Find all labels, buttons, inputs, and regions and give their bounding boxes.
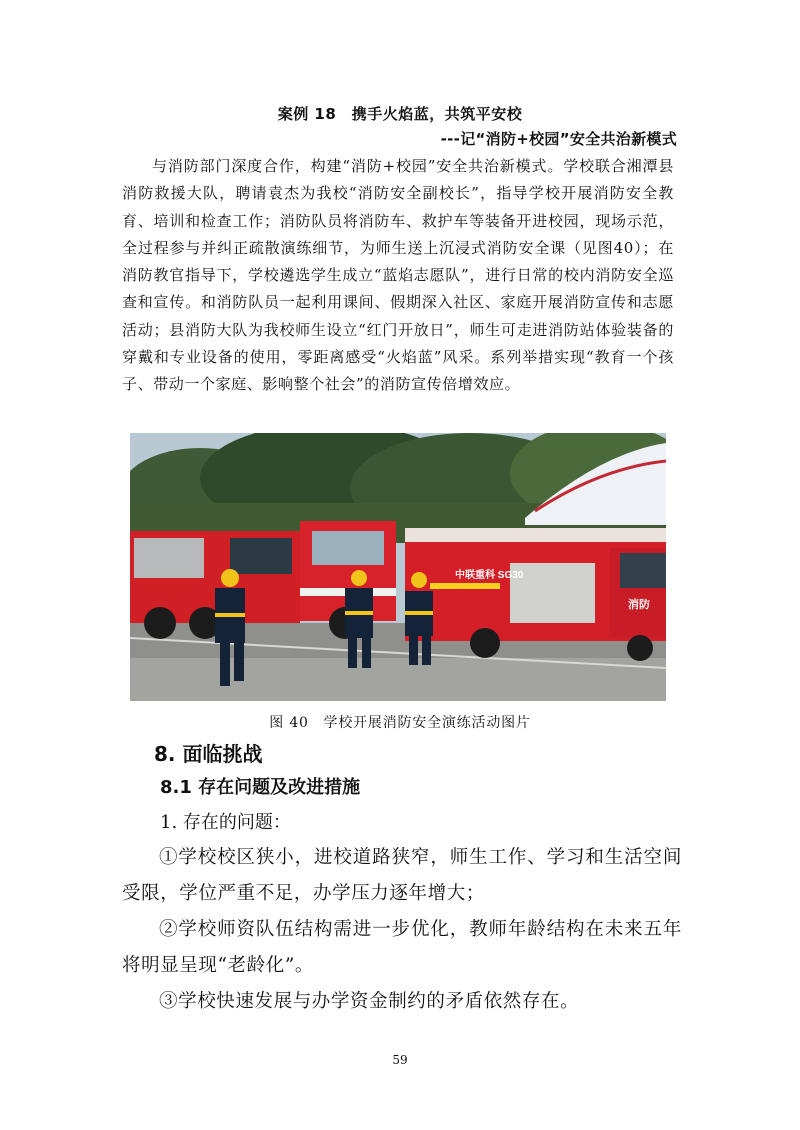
problem-item: ①学校校区狭小，进校道路狭窄，师生工作、学习和生活空间受限，学位严重不足，办学压力逐年增大； [122,847,682,904]
case-body: 与消防部门深度合作，构建“消防+校园”安全共治新模式。学校联合湘潭县消防救援大队，聘请袁杰为我校“消防安全副校长”，指导学校开展消防安全教育、培训和检查工作；消防队员将消防车、救护车等装备开进校园，现场示范，全过程参与并纠正疏散演练细节，为师生送上沉浸式消防安全课（见图40）；在消防教官指导下，学校遴选学生成立“蓝焰志愿队”，进行日常的校内消防安全巡查和宣传。和消防队员一起利用课间、假期深入社区、家庭开展消防宣传和志愿活动；县消防大队为我校师生设立“红门开放日”，师生可走进消防站体验装备的穿戴和专业设备的使用，零距离感受“火焰蓝”风采。系列举措实现“教育一个孩子、带动一个家庭、影响整个社会”的消防宣传倍增效应。 [122,157,674,394]
case-title: 案例 18 携手火焰蓝，共筑平安校 [277,105,523,123]
page-number: 59 [392,1053,408,1067]
problem-list [122,840,682,1020]
section-heading: 8. 面临挑战 [154,742,263,766]
subsection-heading: 8.1 存在问题及改进措施 [160,777,361,798]
figure-caption: 图 40 学校开展消防安全演练活动图片 [269,715,531,731]
problems-label: 1. 存在的问题： [160,812,291,833]
truck-label: 中联重科 SG30 [455,570,524,581]
problem-item: ②学校师资队伍结构需进一步优化，教师年龄结构在未来五年将明显呈现“老龄化”。 [122,919,682,976]
door-text: 消防 [628,598,650,611]
problem-item: ③学校快速发展与办学资金制约的矛盾依然存在。 [159,991,580,1012]
figure-photo [130,433,666,701]
case-subtitle: ---记“消防+校园”安全共治新模式 [440,130,677,148]
